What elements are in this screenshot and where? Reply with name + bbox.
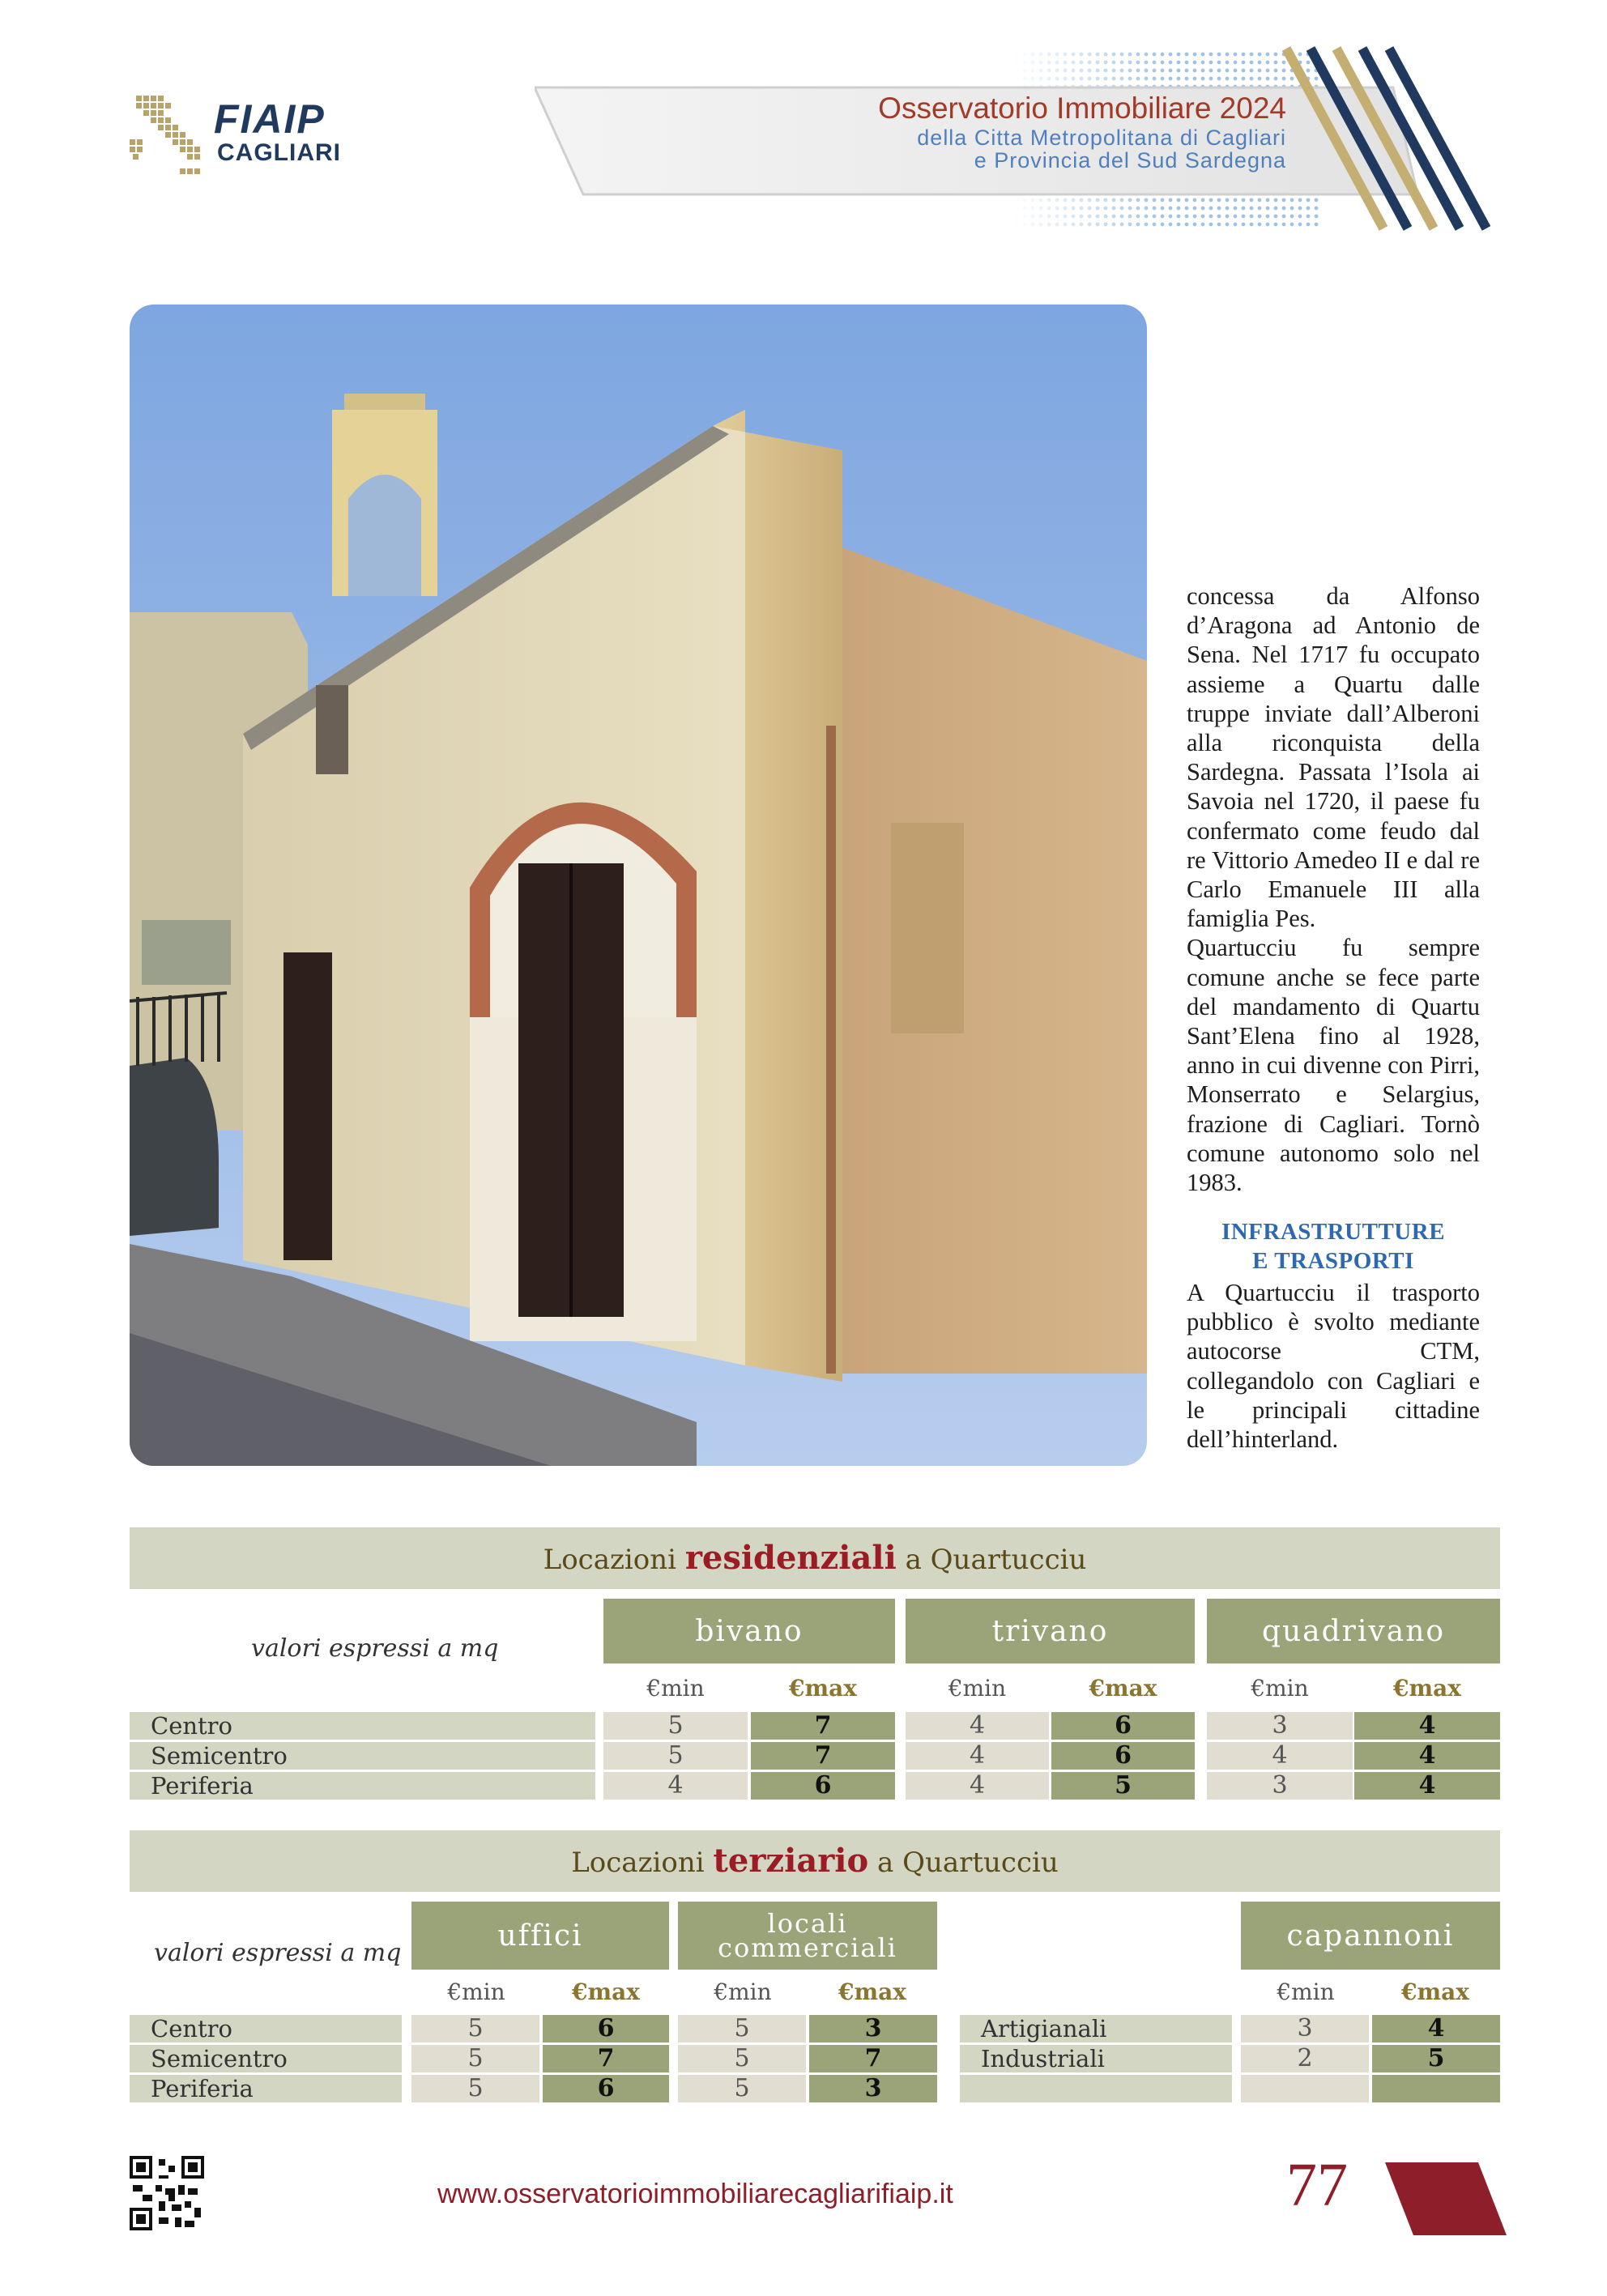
italy-map-icon — [130, 87, 219, 183]
cap-row-label-artigianali: Artigianali — [960, 2015, 1232, 2043]
res-row-label-semicentro: Semicentro — [130, 1742, 595, 1770]
ter-row-label-centro: Centro — [130, 2015, 402, 2043]
header-text — [878, 91, 1286, 172]
res-cell: 4 — [1354, 1742, 1500, 1770]
footer-url[interactable]: www.osservatorioimmobiliarecagliarifiaip.it — [437, 2179, 953, 2209]
res-row-label-periferia: Periferia — [130, 1772, 595, 1800]
res-cell: 5 — [1051, 1772, 1195, 1800]
tertiary-table-title — [130, 1830, 1500, 1892]
ter-cell: 3 — [809, 2015, 937, 2043]
ter-min-label-1: €min — [447, 1979, 505, 2005]
ter-cell: 6 — [543, 2075, 669, 2102]
header-title: Osservatorio Immobiliare 2024 — [878, 92, 1286, 125]
ter-cell: 7 — [543, 2045, 669, 2072]
res-cell: 4 — [1207, 1742, 1353, 1770]
logo-brand: FIAIP — [214, 96, 326, 142]
ter-cell: 5 — [411, 2075, 539, 2102]
tertiary-title-pre: Locazioni — [571, 1847, 714, 1879]
cap-cell — [1241, 2075, 1369, 2102]
qr-code-icon — [130, 2156, 204, 2230]
res-cell: 3 — [1207, 1772, 1353, 1800]
tertiary-title-em: terziario — [713, 1842, 869, 1880]
section-title-line-2: E TRASPORTI — [1252, 1248, 1414, 1274]
residential-table-title — [130, 1527, 1500, 1589]
cap-row-label-empty — [960, 2075, 1232, 2102]
res-cell: 4 — [1354, 1772, 1500, 1800]
res-cell: 6 — [1051, 1712, 1195, 1740]
cap-cell: 5 — [1372, 2045, 1500, 2072]
ter-cell: 5 — [411, 2015, 539, 2043]
ter-cell: 5 — [411, 2045, 539, 2072]
logo-city: CAGLIARI — [217, 139, 341, 166]
residential-caption: valori espressi a mq — [251, 1634, 499, 1663]
church-photo — [130, 305, 1147, 1466]
section-text: A Quartucciu il trasporto pubblico è svolto mediante autocorse CTM, collegandolo con Cagliari e le principali cittadine dell’hinterland. — [1187, 1279, 1480, 1454]
res-cell: 6 — [1051, 1742, 1195, 1770]
residential-title-em: residenziali — [684, 1539, 897, 1577]
history-text — [1187, 581, 1480, 1197]
section-title-line-1: INFRASTRUTTURE — [1221, 1219, 1446, 1245]
header-subtitle-2: e Provincia del Sud Sardegna — [974, 148, 1286, 173]
history-paragraph-1: concessa da Alfonso d’Aragona ad Antonio de Sena. Nel 1717 fu occupato assieme a Quartu dalle truppe inviate dall’Alberoni alla riconquista della Sardegna. Passata l’Isola ai Savoia nel 1720, il paese fu confermato come feudo dal re Vittorio Amedeo II e dal re Carlo Emanuele III alla famiglia Pes. — [1187, 582, 1480, 933]
history-paragraph-2: Quartucciu fu sempre comune anche se fece parte del mandamento di Quartu Sant’Elena fino al 1928, anno in cui divenne con Pirri, Monserrato e Selargius, frazione di Cagliari. Tornò comune autonomo solo nel 1983. — [1187, 934, 1480, 1197]
res-min-label-2: €min — [948, 1675, 1007, 1702]
ter-row-label-periferia: Periferia — [130, 2075, 402, 2102]
church-illustration — [130, 305, 1147, 1466]
res-cell: 4 — [1354, 1712, 1500, 1740]
ter-cell: 5 — [678, 2075, 806, 2102]
col-header-trivano: trivano — [906, 1599, 1195, 1663]
ter-max-label-1: €max — [572, 1979, 640, 2005]
ter-cell: 7 — [809, 2045, 937, 2072]
fiaip-logo — [130, 87, 340, 185]
col-header-capannoni: capannoni — [1241, 1902, 1500, 1970]
res-max-label-3: €max — [1393, 1675, 1461, 1702]
ter-min-label-2: €min — [714, 1979, 772, 2005]
res-row-label-centro: Centro — [130, 1712, 595, 1740]
page-tab-decoration — [1385, 2162, 1507, 2235]
cap-cell: 4 — [1372, 2015, 1500, 2043]
cap-cell: 3 — [1241, 2015, 1369, 2043]
res-max-label-2: €max — [1089, 1675, 1157, 1702]
res-cell: 4 — [906, 1772, 1049, 1800]
ter-cell: 5 — [678, 2015, 806, 2043]
header-subtitle-1: della Citta Metropolitana di Cagliari — [917, 126, 1286, 150]
col-header-uffici: uffici — [411, 1902, 669, 1970]
res-cell: 4 — [603, 1772, 748, 1800]
ter-max-label-2: €max — [838, 1979, 906, 2005]
col-header-quadrivano: quadrivano — [1207, 1599, 1500, 1663]
locali-label-1: locali — [767, 1908, 848, 1939]
locali-label-2: commerciali — [718, 1932, 897, 1963]
page-number: 77 — [1286, 2151, 1348, 2219]
tertiary-title-post: a Quartucciu — [868, 1847, 1059, 1879]
cap-row-label-industriali: Industriali — [960, 2045, 1232, 2072]
ter-row-label-semicentro: Semicentro — [130, 2045, 402, 2072]
res-cell: 7 — [751, 1712, 895, 1740]
residential-title-post: a Quartucciu — [896, 1544, 1087, 1576]
tertiary-caption: valori espressi a mq — [154, 1939, 402, 1967]
diagonal-stripes-decoration — [1272, 40, 1515, 235]
ter-cell: 5 — [678, 2045, 806, 2072]
ter-min-label-3: €min — [1277, 1979, 1335, 2005]
res-cell: 3 — [1207, 1712, 1353, 1740]
cap-cell — [1372, 2075, 1500, 2102]
res-cell: 5 — [603, 1742, 748, 1770]
res-cell: 4 — [906, 1712, 1049, 1740]
section-title — [1187, 1217, 1480, 1276]
res-min-label-1: €min — [646, 1675, 705, 1702]
ter-max-label-3: €max — [1401, 1979, 1469, 2005]
res-cell: 7 — [751, 1742, 895, 1770]
res-max-label-1: €max — [789, 1675, 857, 1702]
ter-cell: 3 — [809, 2075, 937, 2102]
ter-cell: 6 — [543, 2015, 669, 2043]
residential-title-pre: Locazioni — [543, 1544, 685, 1576]
res-cell: 5 — [603, 1712, 748, 1740]
res-cell: 4 — [906, 1742, 1049, 1770]
res-min-label-3: €min — [1251, 1675, 1309, 1702]
res-cell: 6 — [751, 1772, 895, 1800]
cap-cell: 2 — [1241, 2045, 1369, 2072]
col-header-locali-commerciali — [678, 1902, 937, 1970]
col-header-bivano: bivano — [603, 1599, 895, 1663]
